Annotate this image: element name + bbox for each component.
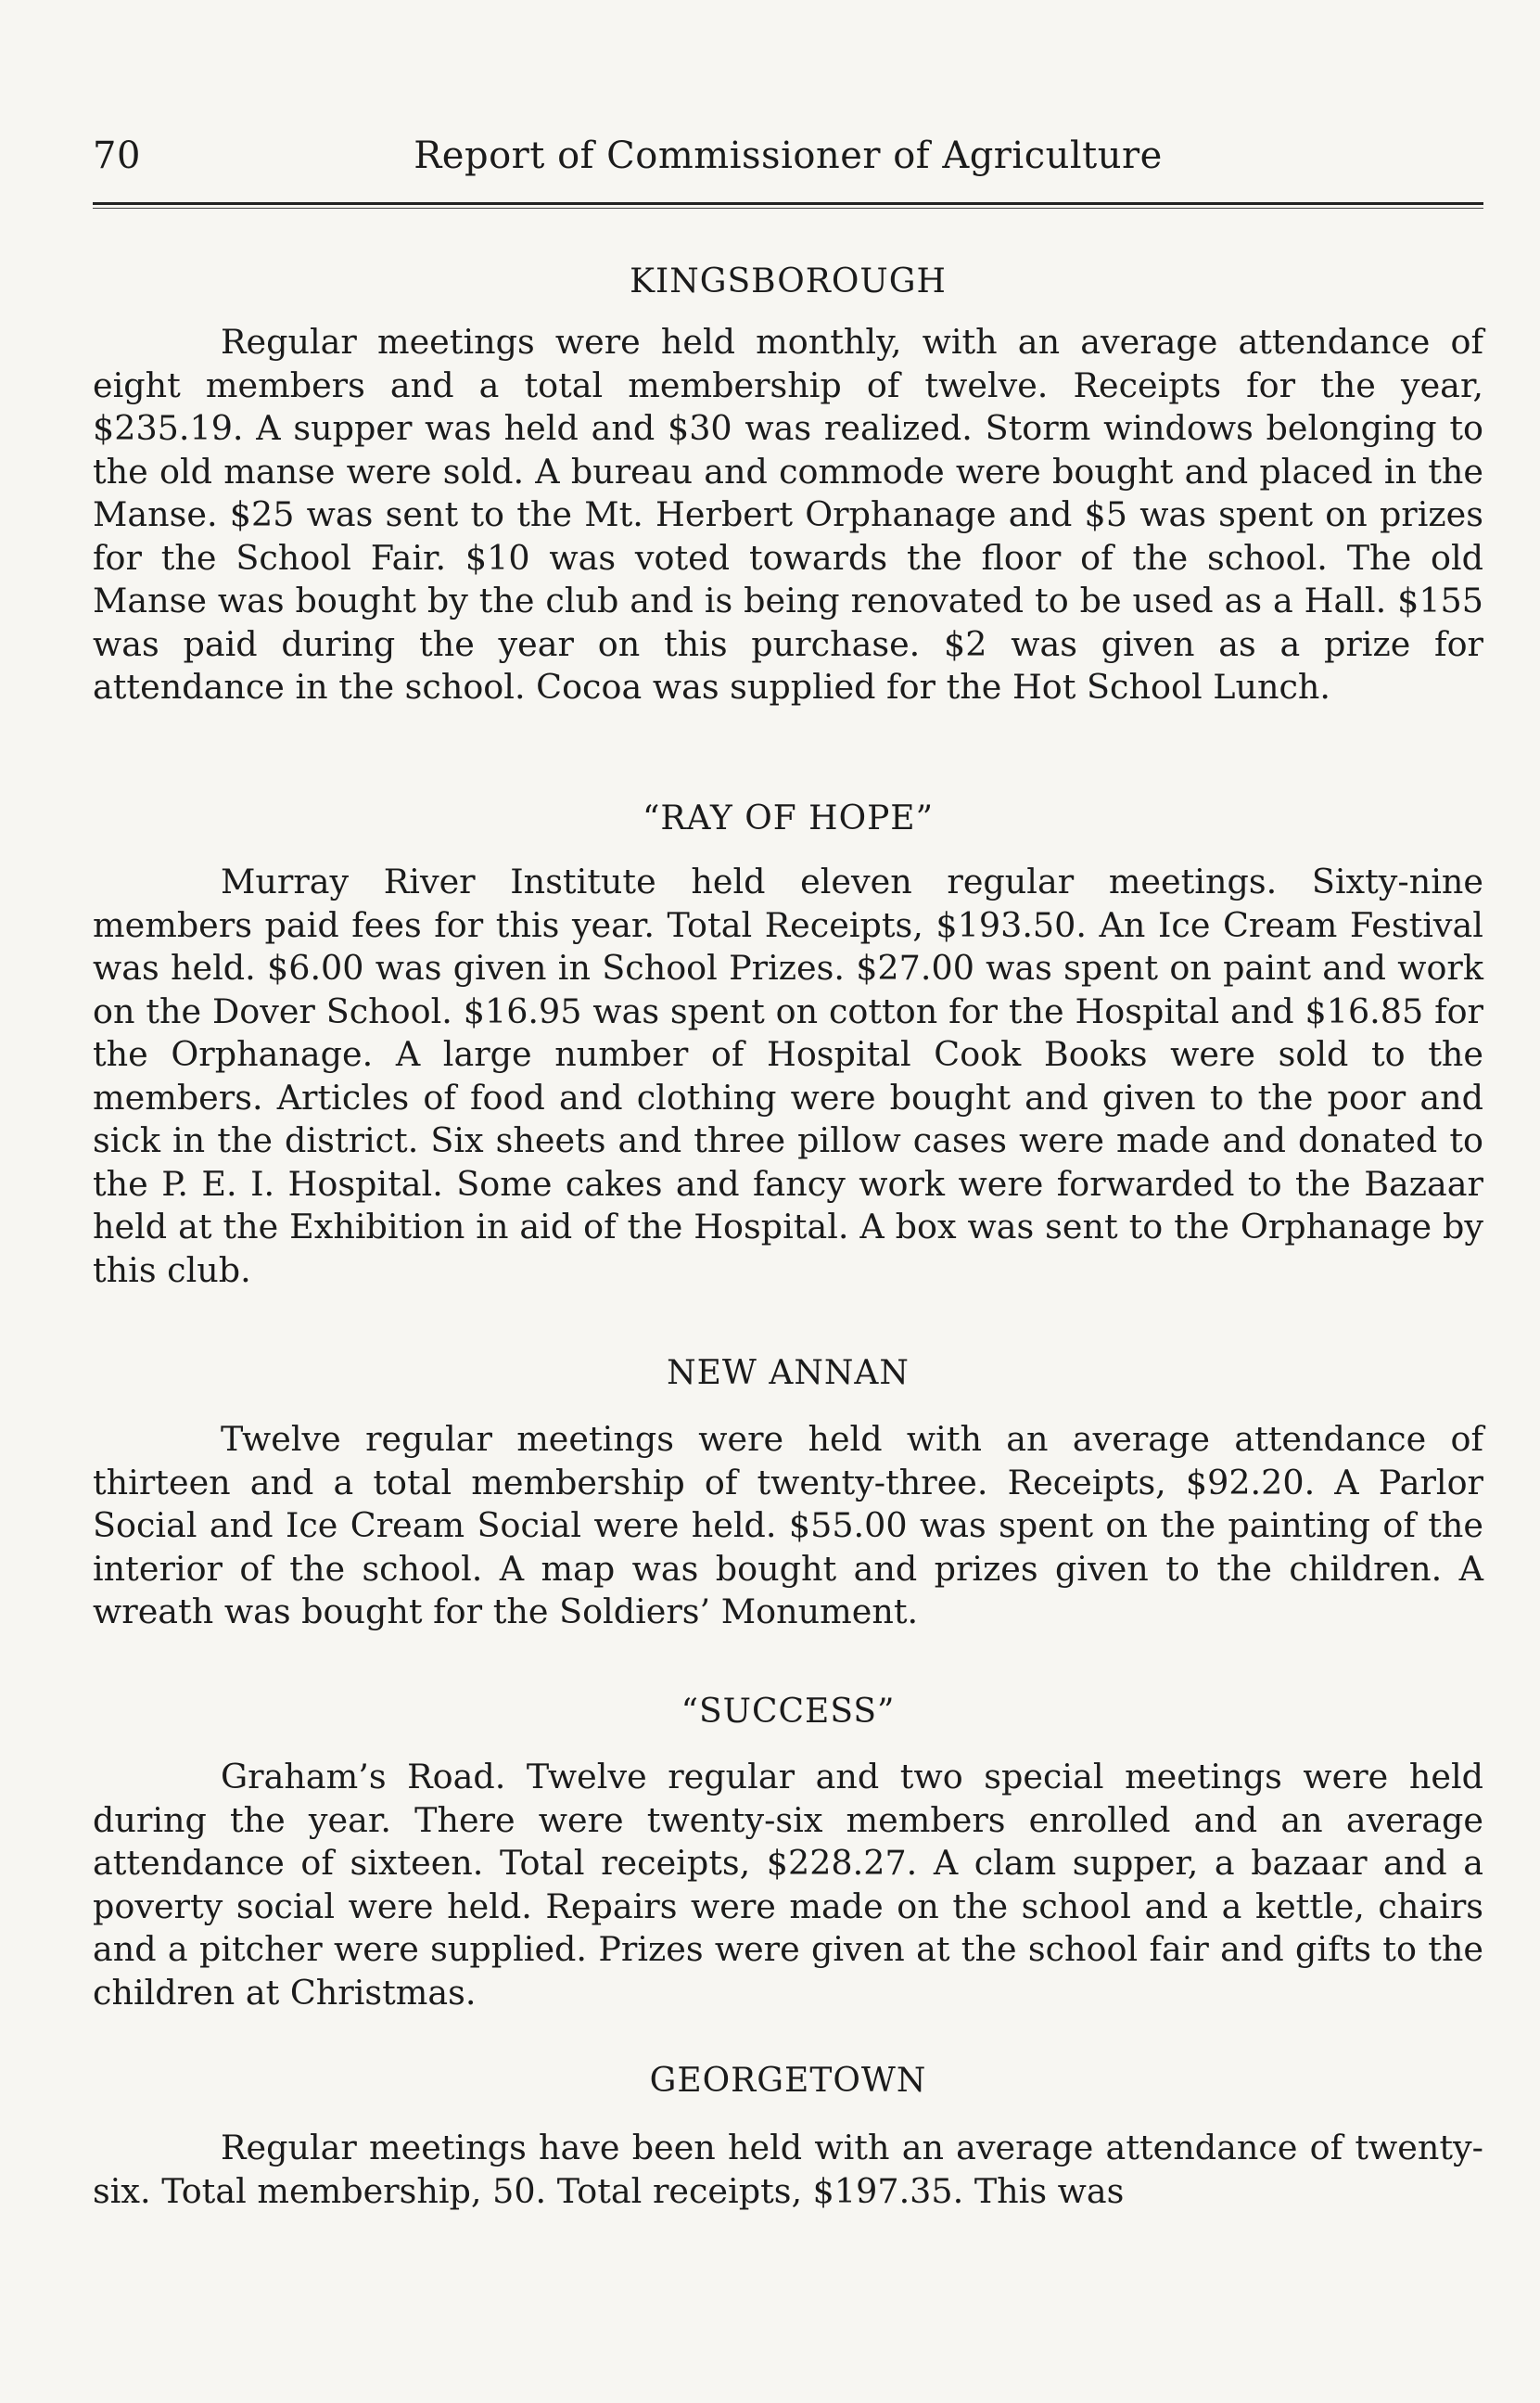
- section-heading-georgetown: GEORGETOWN: [649, 2062, 927, 2100]
- section-heading-success: “SUCCESS”: [681, 1693, 896, 1731]
- section-text-kingsborough: Regular meetings were held monthly, with an average attendance of eight members and a total membership of twelve. Receipts for the year, $235.19. A supper was held and $30 was realized. Storm windows belonging to the old manse were sold. A bureau and commode were bought and placed in the Manse. $25 was sent to the Mt. Herbert Orphanage and $5 was spent on prizes for the School Fair. $10 was voted towards the floor of the school. The old Manse was bought by the club and is being renovated to be used as a Hall. $155 was paid during the year on this purchase. $2 was given as a prize for attendance in the school. Cocoa was supplied for the Hot School Lunch.: [93, 322, 1483, 707]
- section-text-success: Graham’s Road. Twelve regular and two special meetings were held during the year. There were twenty-six members enrolled and an average attendance of sixteen. Total receipts, $228.27. A clam supper, a bazaar and a poverty social were held. Repairs were made on the school and a kettle, chairs and a pitcher were supplied. Prizes were given at the school fair and gifts to the children at Christmas.: [93, 1757, 1483, 2013]
- section-text-ray-of-hope: Murray River Institute held eleven regular meetings. Sixty-nine members paid fees for this year. Total Receipts, $193.50. An Ice Cream Festival was held. $6.00 was given in School Prizes. $27.00 was spent on paint and work on the Dover School. $16.95 was spent on cotton for the Hospital and $16.85 for the Orphanage. A large number of Hospital Cook Books were sold to the members. Articles of food and clothing were bought and given to the poor and sick in the district. Six sheets and three pillow cases were made and donated to the P. E. I. Hospital. Some cakes and fancy work were forwarded to the Bazaar held at the Exhibition in aid of the Hospital. A box was sent to the Orphanage by this club.: [93, 862, 1483, 1290]
- section-text-georgetown: Regular meetings have been held with an average attendance of twenty-six. Total membership, 50. Total receipts, $197.35. This was: [93, 2128, 1483, 2211]
- running-header: [93, 134, 1483, 190]
- section-heading-ray-of-hope: “RAY OF HOPE”: [642, 799, 934, 837]
- header-rule: [93, 202, 1483, 209]
- section-heading-kingsborough: KINGSBOROUGH: [630, 262, 947, 300]
- section-heading-new-annan: NEW ANNAN: [667, 1354, 910, 1392]
- running-title: Report of Commissioner of Agriculture: [414, 134, 1163, 177]
- page-number: 70: [93, 134, 141, 177]
- section-text-new-annan: Twelve regular meetings were held with an average attendance of thirteen and a total membership of twenty-three. Receipts, $92.20. A Parlor Social and Ice Cream Social were held. $55.00 was spent on the painting of the interior of the school. A map was bought and prizes given to the children. A wreath was bought for the Soldiers’ Monument.: [93, 1419, 1483, 1631]
